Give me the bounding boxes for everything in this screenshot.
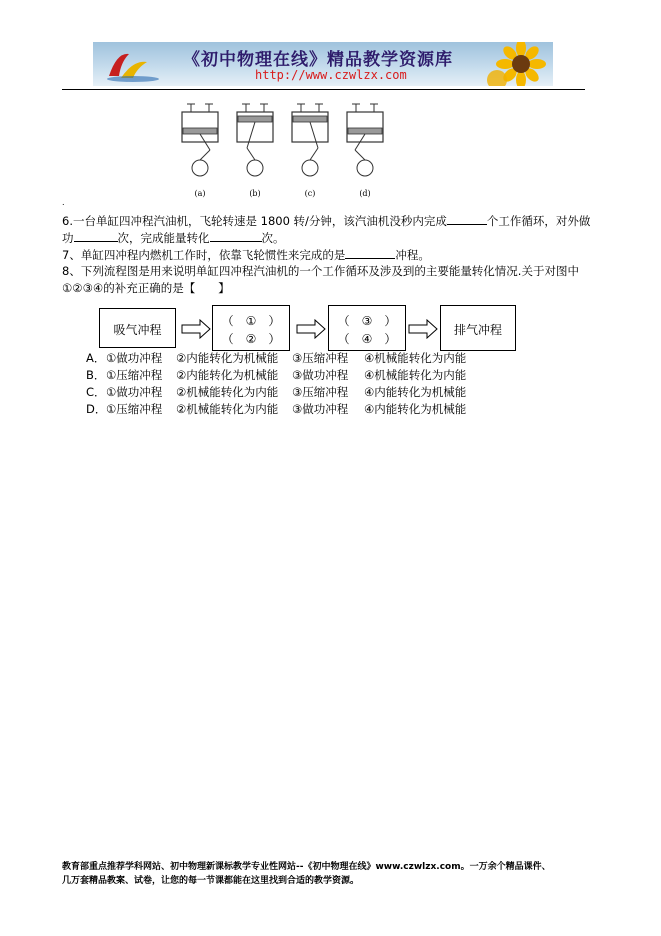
site-logo-icon	[103, 46, 165, 84]
cylinder-diagram-a	[182, 104, 218, 176]
option-b[interactable]: B．①压缩冲程 ②内能转化为机械能 ③做功冲程 ④机械能转化为内能	[86, 368, 467, 382]
flow-box-1-2: （ ① ） （ ② ）	[212, 305, 290, 351]
footer-line-2: 几万套精品教案、试卷，让您的每一节课都能在这里找到合适的教学资源。	[62, 876, 360, 886]
question-6-line-1: 6.一台单缸四冲程汽油机，飞轮转速是 1800 转/分钟，该汽油机没秒内完成 个工作循环，对外做	[62, 214, 591, 228]
flow-arrow-icon	[408, 319, 438, 339]
figure-label-b: (b)	[249, 189, 261, 198]
flow-box-exhaust: 排气冲程	[440, 305, 516, 351]
answer-blank[interactable]	[447, 212, 487, 225]
cylinder-diagram-d	[347, 104, 383, 176]
flow-box-3-4: （ ③ ） （ ④ ）	[328, 305, 406, 351]
answer-blank[interactable]	[74, 229, 118, 242]
cylinder-diagram-c	[292, 104, 328, 176]
flow-arrow-icon	[181, 319, 211, 339]
page-footer	[62, 860, 602, 888]
banner-title: 《初中物理在线》精品教学资源库	[183, 50, 453, 70]
answer-blank[interactable]	[345, 246, 395, 259]
header-banner	[93, 42, 553, 86]
option-a[interactable]: A．①做功冲程 ②内能转化为机械能 ③压缩冲程 ④机械能转化为内能	[86, 351, 467, 365]
figure-label-c: (c)	[304, 189, 316, 198]
question-8-line-1: 8、下列流程图是用来说明单缸四冲程汽油机的一个工作循环及涉及到的主要能量转化情况.关于对图中	[62, 264, 579, 278]
flow-arrow-icon	[296, 319, 326, 339]
option-d[interactable]: D．①压缩冲程 ②机械能转化为内能 ③做功冲程 ④内能转化为机械能	[86, 402, 467, 416]
banner-url[interactable]: http://www.czwlzx.com	[255, 68, 407, 82]
figure-label-d: (d)	[359, 189, 371, 198]
cylinder-diagram-b	[237, 104, 273, 176]
sunflower-icon	[483, 42, 553, 86]
question-8-line-2: ①②③④的补充正确的是【 】	[62, 281, 230, 295]
question-6-line-2: 功 次，完成能量转化 次。	[62, 231, 285, 245]
header-rule	[62, 89, 585, 90]
answer-blank[interactable]	[210, 229, 262, 242]
paragraph-mark: .	[62, 198, 65, 207]
figure-label-a: (a)	[194, 189, 206, 198]
stroke-flow-chart	[99, 305, 519, 353]
option-c[interactable]: C．①做功冲程 ②机械能转化为内能 ③压缩冲程 ④内能转化为机械能	[86, 385, 467, 399]
question-7: 7、单缸四冲程内燃机工作时，依靠飞轮惯性来完成的是 冲程。	[62, 248, 430, 262]
flow-box-intake: 吸气冲程	[99, 308, 176, 348]
footer-line-1: 教育部重点推荐学科网站、初中物理新课标教学专业性网站--《初中物理在线》www.czwlzx.com。一万余个精品课件、	[62, 862, 551, 872]
engine-stroke-figures	[178, 102, 388, 202]
